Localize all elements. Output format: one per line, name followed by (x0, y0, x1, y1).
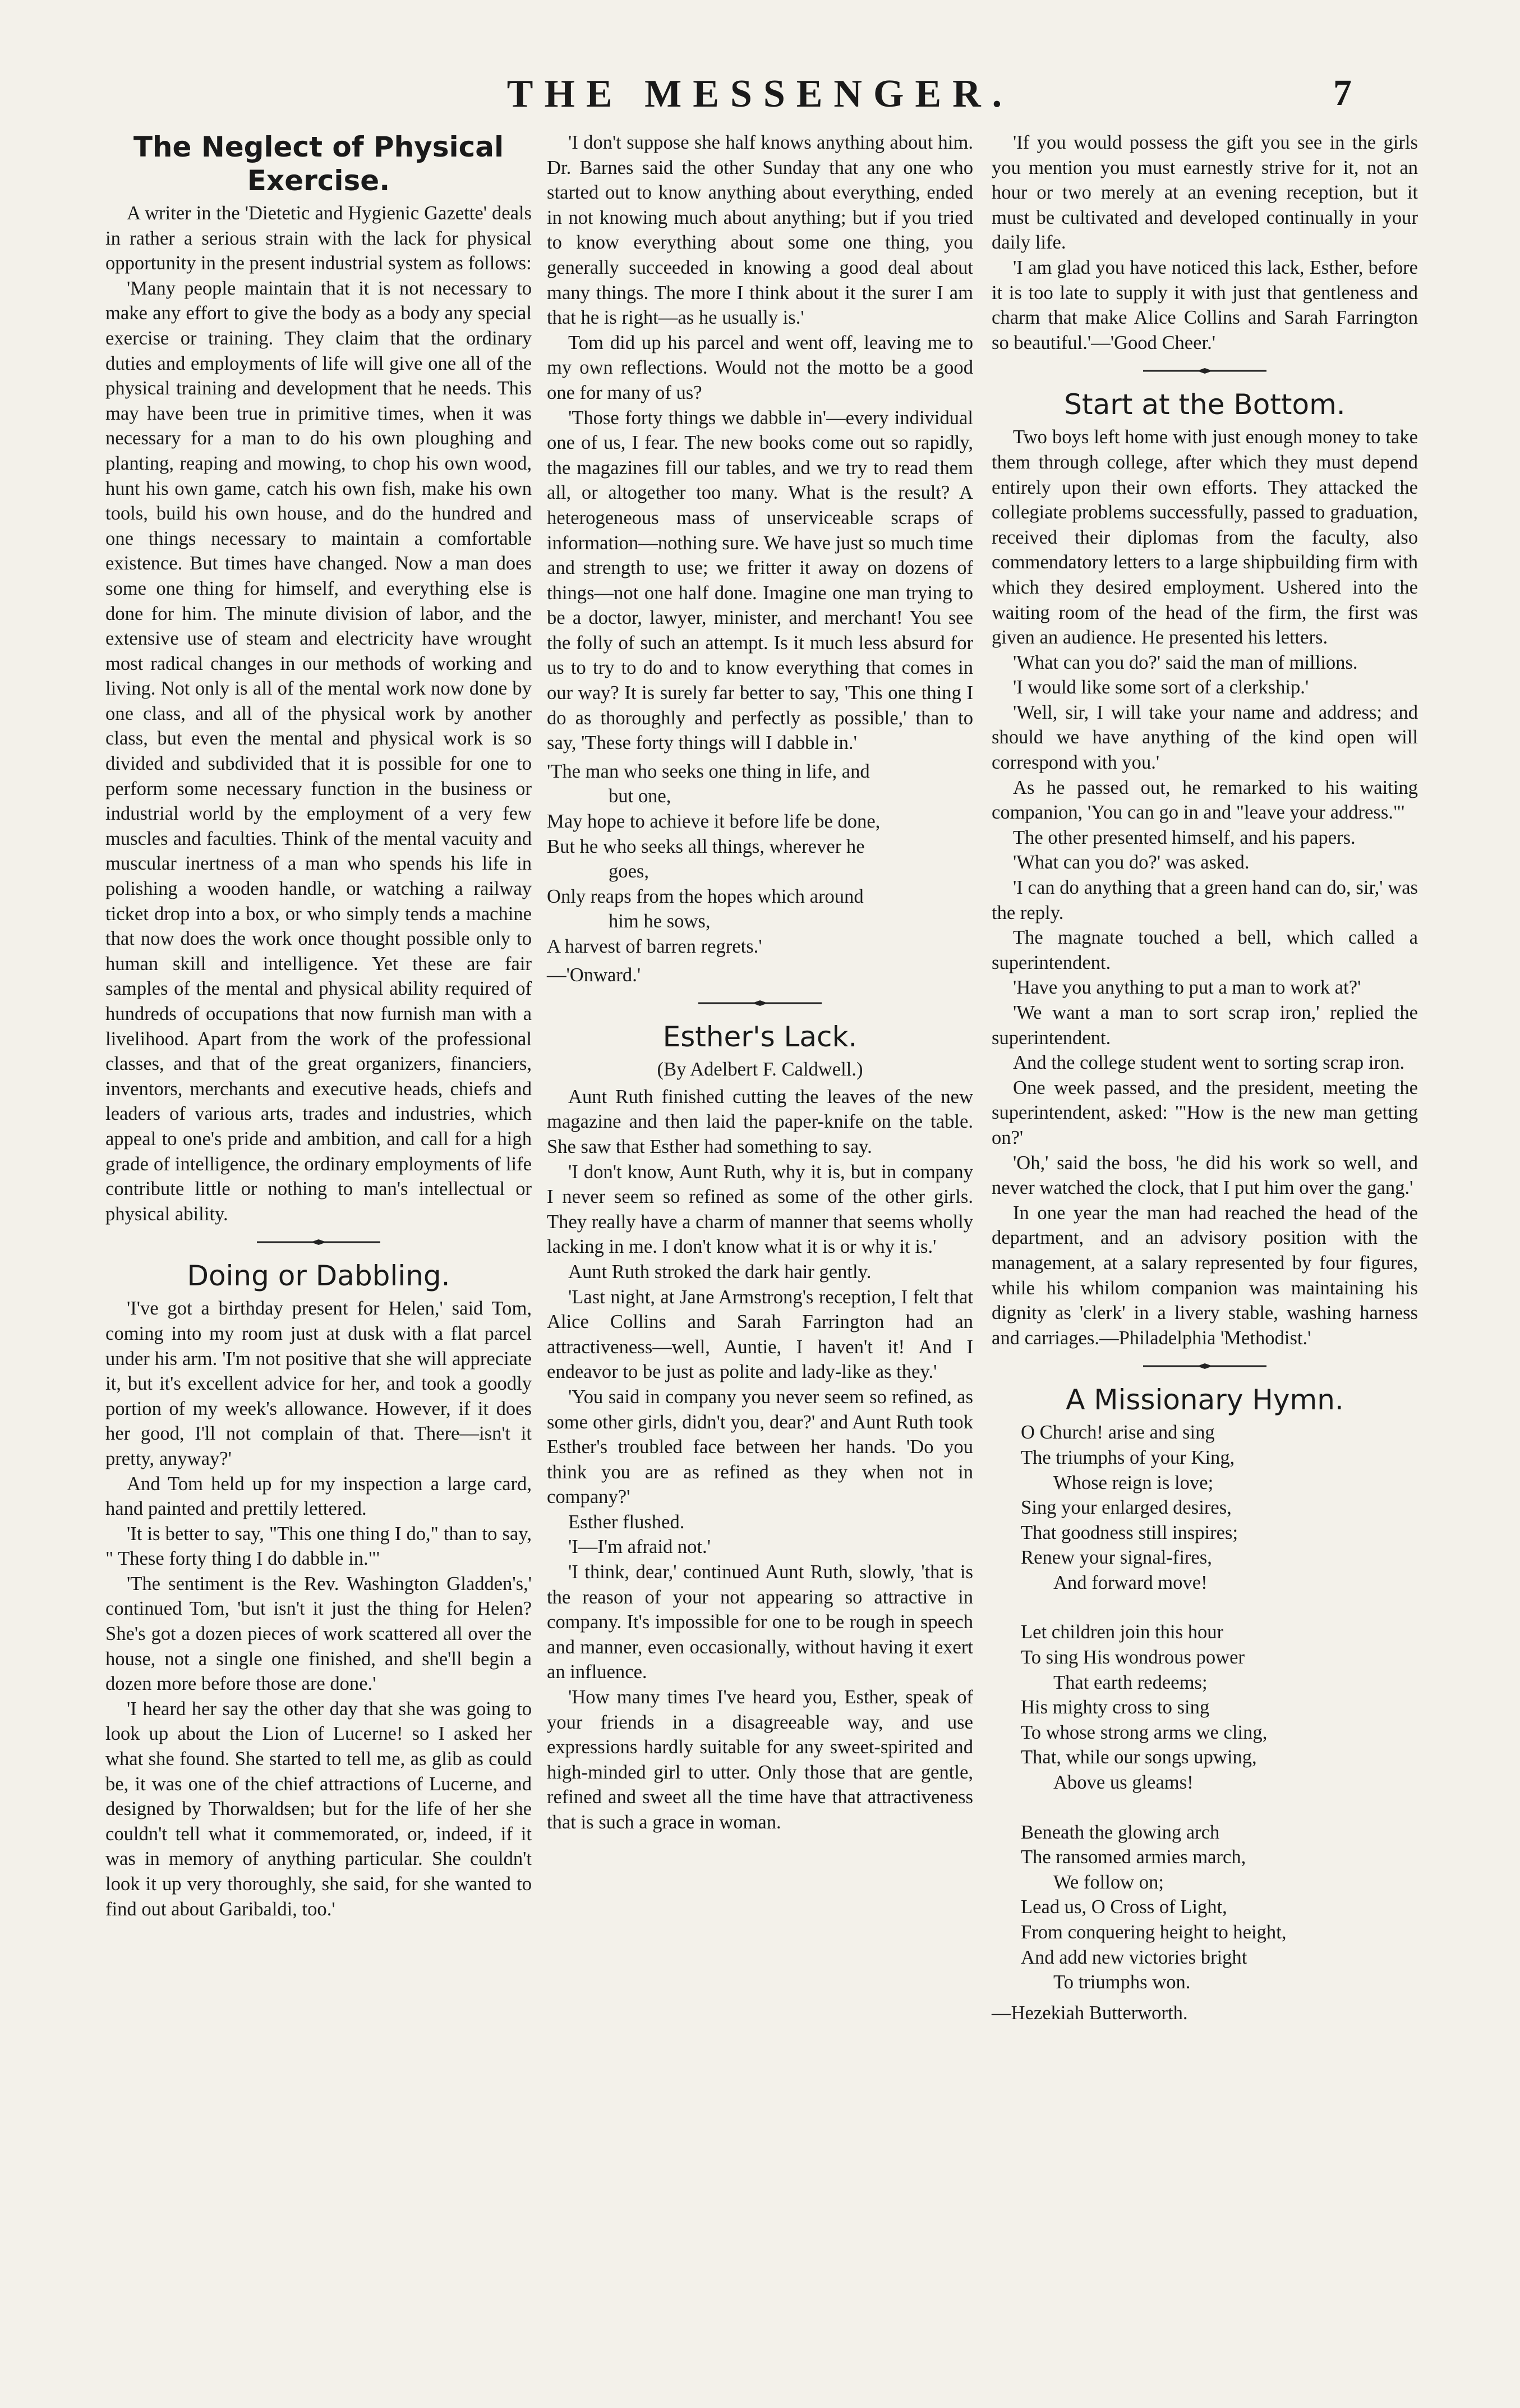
hymn-line: To sing His wondrous power (1021, 1647, 1245, 1669)
hymn-line: Beneath the glowing arch (1021, 1821, 1220, 1843)
section-divider-ornament (698, 1000, 822, 1007)
section-divider-ornament (1143, 367, 1266, 374)
source-credit: —'Onward.' (547, 964, 641, 986)
hymn-line: Renew your signal-fires, (1021, 1547, 1212, 1569)
paragraph: 'Last night, at Jane Armstrong's reception, I felt that Alice Collins and Sarah Farrington had an attractiveness—well, Auntie, I haven't it! And I endeavor to be just as polite and lady-like as they.' (547, 1286, 973, 1383)
paragraph: 'Well, sir, I will take your name and address; and should we have anything of the kind open will correspond with you.' (992, 701, 1418, 774)
verse-line: him he sows, (609, 911, 711, 932)
article-title-neglect: The Neglect of Physical Exercise. (133, 131, 504, 197)
paragraph: 'I would like some sort of a clerkship.' (1013, 677, 1309, 698)
paragraph: 'It is better to say, "This one thing I do," than to say, " These forty thing I do dabble in."' (105, 1523, 532, 1570)
paragraph: 'Have you anything to put a man to work at?' (1013, 977, 1361, 999)
hymn-line: Let children join this hour (1021, 1621, 1224, 1643)
paragraph: The magnate touched a bell, which called a superintendent. (992, 927, 1418, 973)
verse-line: Only reaps from the hopes which around (547, 885, 864, 907)
column-3 (992, 130, 1418, 2025)
hymn-line: That earth redeems; (1053, 1671, 1208, 1693)
hymn-stanza (992, 1620, 1418, 1795)
hymn-line: And add new victories bright (1021, 1946, 1247, 1968)
paragraph: 'Many people maintain that it is not necessary to make any effort to give the body as a body any special exercise or training. They claim that the ordinary duties and employments of life will give one all of the physical training and development that he needs. This may have been true in primitive times, when it was necessary for a man to do his own ploughing and planting, reaping and mowing, to chop his own wood, hunt his own game, catch his own fish, make his own tools, build his own house, and do the hundred and one things necessary to maintain a comfortable existence. But times have changed. Now a man does some one thing for himself, and everything else is done for him. The minute division of labor, and the extensive use of steam and electricity have wrought most radical changes in our methods of working and living. Not only is all of the mental work now done by one class, and all of the physical work by another class, but even the mental and physical work is so divided and subdivided that it is possible for one to perform some necessary function in the business or industrial world by the employment of a very few muscles and faculties. Think of the mental vacuity and muscular inertness of a man who spends his life in polishing a wooden handle, or watching a railway ticket drop into a box, or who simply tends a machine that now does the work once thought possible only to human skill and intelligence. Yet these are fair samples of the mental and physical ability required of hundreds of occupations that now furnish man with a livelihood. Apart from the work of the professional classes, and that of the great organizers, financiers, inventors, merchants and executive heads, chiefs and leaders of various arts, trades and industries, which appeal to one's pride and ambition, and call for a high grade of intelligence, the ordinary employments of life contribute little or nothing to man's intellectual or physical ability. (105, 277, 532, 1225)
paragraph: 'I heard her say the other day that she was going to look up about the Lion of Lucerne! so I asked her what she found. She started to tell me, as glib as could be, it was one of the chief attractions of Lucerne, and designed by Thorwaldsen; but for the life of her she couldn't tell what it commemorated, or, indeed, if it was in memory of anything particular. She couldn't look it up very thoroughly, she said, for she wanted to find out about Garibaldi, too.' (105, 1698, 532, 1920)
paragraph: 'Those forty things we dabble in'—every individual one of us, I fear. The new books come out so rapidly, the magazines fill our tables, and we try to read them all, or altogether too many. What is the result? A heterogeneous mass of unserviceable scraps of information—nothing sure. We have just so much time and strength to use; we fritter it away on dozens of things—not one half done. Imagine one man trying to be a doctor, lawyer, minister, and merchant! You see the folly of such an attempt. Is it much less absurd for us to try to do and to know everything that comes in our way? It is surely far better to say, 'This one thing I do as thoroughly and perfectly as possible,' than to say, 'These forty things will I dabble in.' (547, 407, 973, 754)
verse-line: May hope to achieve it before life be done, (547, 811, 881, 833)
verse-line: goes, (609, 861, 650, 883)
paragraph: Tom did up his parcel and went off, leaving me to my own reflections. Would not the motto be a good one for many of us? (547, 332, 973, 403)
paragraph: 'If you would possess the gift you see in the girls you mention you must earnestly strive for it, not an hour or two merely at an evening reception, but it must be cultivated and developed continually in your daily life. (992, 132, 1418, 254)
hymn-line: And forward move! (1053, 1571, 1208, 1593)
section-divider-ornament (1143, 1363, 1266, 1370)
verse-line: But he who seeks all things, wherever he (547, 835, 865, 857)
article-title-esther: Esther's Lack. (662, 1021, 858, 1054)
paragraph: Aunt Ruth stroked the dark hair gently. (568, 1261, 872, 1283)
article-title-hymn: A Missionary Hymn. (1066, 1384, 1344, 1417)
paragraph: 'How many times I've heard you, Esther, speak of your friends in a disagreeable way, and use expressions hardly suitable for any sweet-spirited and high-minded girl to utter. Only those that are gentle, refined and sweet all the time have that attractiveness that is such a grace in woman. (547, 1686, 973, 1833)
masthead (0, 72, 1520, 122)
paragraph: 'I can do anything that a green hand can do, sir,' was the reply. (992, 877, 1418, 923)
article-title-doing: Doing or Dabbling. (187, 1260, 450, 1293)
hymn-line: The ransomed armies march, (1021, 1846, 1246, 1868)
paragraph: 'I—I'm afraid not.' (568, 1536, 711, 1558)
paragraph: Aunt Ruth finished cutting the leaves of the new magazine and then laid the paper-knife on the table. She saw that Esther had something to say. (547, 1086, 973, 1157)
hymn-line: To triumphs won. (1053, 1972, 1191, 1993)
paragraph: 'What can you do?' was asked. (1013, 852, 1250, 874)
hymn-stanza (992, 1420, 1418, 1595)
paragraph: 'We want a man to sort scrap iron,' replied the superintendent. (992, 1002, 1418, 1049)
paragraph: And the college student went to sorting scrap iron. (1013, 1052, 1405, 1074)
column-2 (547, 130, 973, 1835)
paragraph: 'The sentiment is the Rev. Washington Gladden's,' continued Tom, 'but isn't it just the thing for Helen? She's got a dozen pieces of work scattered all over the house, not a single one finished, and she'll begin a dozen more before those are done.' (105, 1573, 532, 1695)
verse-line: but one, (609, 785, 671, 807)
poem-quote (547, 759, 973, 959)
paragraph: Esther flushed. (568, 1511, 685, 1533)
paragraph: A writer in the 'Dietetic and Hygienic Gazette' deals in rather a serious strain with the lack for physical opportunity in the present industrial system as follows: (105, 203, 532, 274)
masthead-title: THE MESSENGER. (506, 72, 1014, 116)
hymn-line: Above us gleams! (1053, 1772, 1194, 1794)
page-number: 7 (1333, 72, 1352, 113)
hymn-line: That goodness still inspires; (1021, 1522, 1238, 1543)
hymn-line: Whose reign is love; (1053, 1472, 1214, 1493)
hymn-line: Sing your enlarged desires, (1021, 1497, 1232, 1519)
hymn-verses (992, 1420, 1418, 1995)
hymn-line: We follow on; (1053, 1871, 1164, 1893)
hymn-line: To whose strong arms we cling, (1021, 1721, 1268, 1743)
section-divider-ornament (257, 1239, 380, 1246)
paragraph: 'Oh,' said the boss, 'he did his work so well, and never watched the clock, that I put him over the gang.' (992, 1152, 1418, 1199)
paragraph: In one year the man had reached the head of the department, and an advisory position with the management, at a salary represented by four figures, while his whilom companion was maintaining his dignity as 'clerk' in a livery stable, washing harness and carriages.—Philadelphia 'Methodist.' (992, 1202, 1418, 1349)
hymn-line: From conquering height to height, (1021, 1922, 1287, 1943)
verse-line: A harvest of barren regrets.' (547, 936, 762, 957)
hymn-line: Lead us, O Cross of Light, (1021, 1896, 1227, 1918)
verse-line: 'The man who seeks one thing in life, and (547, 760, 870, 782)
byline: (By Adelbert F. Caldwell.) (657, 1059, 863, 1081)
paragraph: 'I don't know, Aunt Ruth, why it is, but in company I never seem so refined as some of the other girls. They really have a charm of manner that seems wholly lacking in me. I don't know what it is or why it is.' (547, 1161, 973, 1258)
paragraph: 'You said in company you never seem so refined, as some other girls, didn't you, dear?' and Aunt Ruth took Esther's troubled face between her hands. 'Do you think you are as refined as they when not in company?' (547, 1386, 973, 1508)
paragraph: 'I don't suppose she half knows anything about him. Dr. Barnes said the other Sunday that any one who started out to know anything about everything, ended in not knowing much about anything; but if you tried to know everything about some one thing, you generally succeeded in knowing a good deal about many things. The more I think about it the surer I am that he is right—as he usually is.' (547, 132, 973, 329)
paragraph: 'What can you do?' said the man of millions. (1013, 651, 1358, 673)
hymn-line: That, while our songs upwing, (1021, 1747, 1257, 1768)
paragraph: 'I've got a birthday present for Helen,' said Tom, coming into my room just at dusk with a flat parcel under his arm. 'I'm not positive that she will appreciate it, but it's excellent advice for her, and took a goodly portion of my week's allowance. However, if it does her good, I'll not complain of that. There—isn't it pretty, anyway?' (105, 1298, 532, 1469)
paragraph: As he passed out, he remarked to his waiting companion, 'You can go in and "leave your address."' (992, 776, 1418, 824)
article-title-start-bottom: Start at the Bottom. (1064, 388, 1346, 421)
paragraph: 'I think, dear,' continued Aunt Ruth, slowly, 'that is the reason of your not appearing so attractive in company. It's impossible for one to be rough in speech and manner, even occasionally, without having it exert an influence. (547, 1561, 973, 1683)
paragraph: Two boys left home with just enough money to take them through college, after which they must depend entirely upon their own efforts. They attacked the collegiate problems successfully, passed to graduation, received their diplomas from the faculty, also commendatory letters to a large shipbuilding firm with which they desired employment. Ushered into the waiting room of the head of the firm, the first was given an audience. He presented his letters. (992, 426, 1418, 649)
paragraph: 'I am glad you have noticed this lack, Esther, before it is too late to supply it with just that gentleness and charm that make Alice Collins and Sarah Farrington so beautiful.'—'Good Cheer.' (992, 256, 1418, 353)
hymn-stanza (992, 1820, 1418, 1995)
column-1 (105, 130, 532, 1922)
hymn-line: His mighty cross to sing (1021, 1697, 1210, 1718)
hymn-line: O Church! arise and sing (1021, 1422, 1215, 1444)
paragraph: The other presented himself, and his papers. (1013, 826, 1356, 848)
paragraph: One week passed, and the president, meeting the superintendent, asked: '"How is the new man getting on?' (992, 1077, 1418, 1148)
hymn-author-credit: —Hezekiah Butterworth. (992, 2002, 1188, 2024)
hymn-line: The triumphs of your King, (1021, 1446, 1235, 1468)
paragraph: And Tom held up for my inspection a large card, hand painted and prettily lettered. (105, 1473, 532, 1520)
